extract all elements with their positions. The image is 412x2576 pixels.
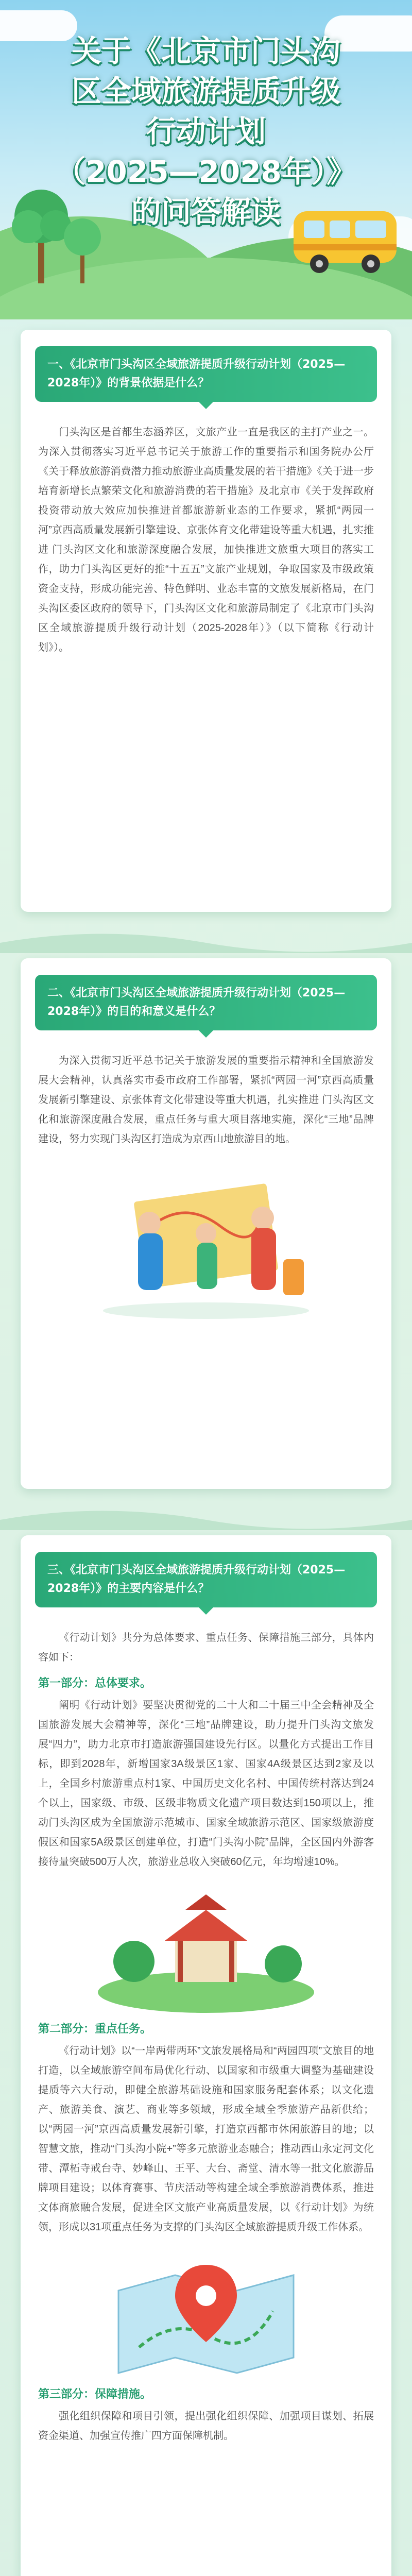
question-heading [35,346,377,402]
answer-body [21,2406,391,2446]
question-heading [35,1552,377,1607]
title-line: 关于《北京市门头沟 [71,33,340,69]
heading-pointer [199,1607,213,1615]
title-line: 行动计划 [146,114,266,149]
divider-decoration [0,1499,412,1530]
travelers-illustration [88,1156,324,1321]
heading-pointer [199,1030,213,1038]
section-q2 [21,958,391,1489]
hero-banner [0,0,412,319]
question-title: 一、《北京市门头沟区全域旅游提质升级行动计划（2025—2028年）》的背景依据是什么？ [47,358,346,389]
answer-body [21,1628,391,1667]
answer-body [21,1696,391,1872]
part-title: 第三部分：保障措施。 [38,2388,152,2401]
answer-paragraph: 为深入贯彻习近平总书记关于旅游发展的重要指示精神和全国旅游发展大会精神，认真落实市委市政府工作部署，紧抓“两园一河”京西高质量发展新引擎建设、京张体育文化带建设等重大机遇，扎实推进 门头沟区文化和旅游深度融合发展，重点任务与重大项目落地实施，深化“三地”品牌建设，努力实现门头沟区打造成为京西山地旅游目的地。 [38,1055,374,1145]
question-title: 二、《北京市门头沟区全域旅游提质升级行动计划（2025—2028年）》的目的和意义是什么？ [47,987,346,1018]
answer-paragraph: 强化组织保障和项目引领，提出强化组织保障、加强项目谋划、拓展资金渠道、加强宣传推广四方面保障机制。 [38,2411,374,2442]
answer-body [21,1051,391,1149]
part-title: 第二部分：重点任务。 [38,2023,152,2036]
map-pin-illustration [98,2244,314,2378]
question-heading [35,975,377,1030]
answer-paragraph: 阐明《行动计划》要坚决贯彻党的二十大和二十届三中全会精神及全国旅游发展大会精神等，深化“三地”品牌建设，助力提升门头沟文旅发展“四力”，助力北京市打造旅游强国建设先行区。以量化方式提出工作目标，即到2028年，新增国家3A级景区1家、国家4A级景区达到2家及以上，全国乡村旅游重点村1家、中国历史文化名村、中国传统村落达到24个以上，国家级、市级、区级非物质文化遗产项目数达到150项以上，推动门头沟区成为全国旅游示范城市、国家全域旅游示范区、国家级旅游度假区和国家5A级景区创建单位，打造“门头沟小院”品牌，全区国内外游客接待量突破500万人次，旅游业总收入突破60亿元，年均增速10%。 [38,1700,374,1868]
answer-paragraph: 门头沟区是首都生态涵养区，文旅产业一直是我区的主打产业之一。为深入贯彻落实习近平总书记关于旅游工作的重要指示和国务院办公厅《关于释放旅游消费潜力推动旅游业高质量发展的若干措施》《关于进一步培育新增长点繁荣文化和旅游消费的若干措施》及北京市《关于发挥政府投资带动放大效应加快推进首都旅游新业态的工作要求，紧抓“两园一河”京西高质量发展新引擎建设、京张体育文化带建设等重大机遇，扎实推进 门头沟区文化和旅游深度融合发展，加快推进文旅重大项目的落实工作，助力门头沟区更好的推“十五五”文旅产业规划，争取国家及市级政策资金支持，形成功能完善、特色鲜明、业态丰富的文旅发展新格局，在门头沟区委区政府的领导下，门头沟区文化和旅游局制定了《北京市门头沟区全域旅游提质升级行动计划（2025-2028年）》（以下简称《行动计划》）。 [38,427,374,653]
question-title: 三、《北京市门头沟区全域旅游提质升级行动计划（2025—2028年）》的主要内容是什么？ [47,1564,346,1595]
title-line: 区全域旅游提质升级 [71,74,340,109]
answer-paragraph: 《行动计划》以“一岸两带两环”文旅发展格局和“两园四项”文旅目的地打造，以全域旅游空间布局优化行动、以国家和市级重大调整为基础建设提质等六大行动，即健全旅游基础设施和国家服务配套体系；以文化遗产、旅游美食、演艺、商业等多领域，形成全域全季旅游产品新供给；以“两园一河”京西高质量发展新引擎，打造京西都市休闲旅游目的地；以智慧文旅，推动“门头沟小院+”等多元旅游业态融合；推动西山永定河文化带、潭柘寺戒台寺、妙峰山、王平、大台、斋堂、清水等一批文化旅游品牌项目建设；以体育赛事、节庆活动等构建全域全季旅游消费体系，推进文体商旅融合发展，促进全区文旅产业高质量发展，以《行动计划》为统领，形成以31项重点任务为支撑的门头沟区全域旅游提质升级工作体系。 [38,2045,374,2233]
answer-intro: 《行动计划》共分为总体要求、重点任务、保障措施三部分，具体内容如下： [38,1632,374,1663]
answer-body [21,422,391,657]
heading-pointer [199,402,213,409]
section-q3 [21,1535,391,2576]
title-line: （2025—2028年）》 [56,154,356,189]
pavilion-illustration [88,1879,324,2013]
title-line: 的问答解读 [131,194,281,229]
divider-decoration [0,922,412,953]
answer-body [21,2041,391,2237]
page-title [21,31,391,232]
part-title: 第一部分：总体要求。 [38,1677,152,1690]
section-q1 [21,330,391,912]
